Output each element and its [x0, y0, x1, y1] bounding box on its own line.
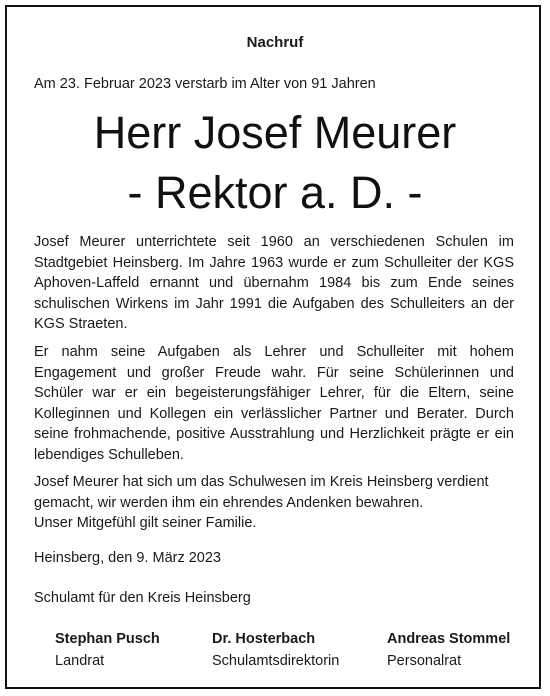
signatory-title: Personalrat	[387, 653, 462, 669]
signatory-title: Schulamtsdirektorin	[212, 653, 340, 669]
signatory-title: Landrat	[55, 653, 105, 669]
paragraph-closing-text: Josef Meurer hat sich um das Schulwesen im Kreis Heinsberg verdient gemacht, wir werden ihm ein ehrendes Andenken bewahren.	[34, 474, 489, 511]
deceased-title: - Rektor a. D. -	[127, 167, 423, 218]
place-date: Heinsberg, den 9. März 2023	[34, 550, 221, 566]
paragraph-closing	[34, 472, 514, 534]
paragraph-career: Josef Meurer unterrichtete seit 1960 an verschiedenen Schulen im Stadtgebiet Heinsberg. Im Jahre 1963 wurde er zum Schulleiter der KGS Aphoven-Laffeld ernannt und übernahm 1984 bis zum Ende seines schulischen Wirkens im Jahr 1991 die Aufgaben des Schulleiters an der KGS Straeten.	[34, 234, 514, 333]
signatory	[55, 628, 160, 672]
intro-line: Am 23. Februar 2023 verstarb im Alter von 91 Jahren	[34, 76, 376, 92]
issuing-office: Schulamt für den Kreis Heinsberg	[34, 590, 251, 606]
signatory	[212, 628, 339, 672]
obituary-heading: Nachruf	[246, 34, 304, 51]
paragraph-condolence: Unser Mitgefühl gilt seiner Familie.	[34, 515, 257, 532]
signatory-name: Stephan Pusch	[55, 631, 160, 647]
paragraph-tribute: Er nahm seine Aufgaben als Lehrer und Schulleiter mit hohem Engagement und großer Freude wahr. Für seine Schülerinnen und Schüler war er ein begeisterungsfähiger Lehrer, für die Eltern, seine Kolleginnen und Kollegen ein verlässlicher Partner und Berater. Durch seine frohmachende, positive Ausstrahlung und Herzlichkeit prägte er ein lebendiges Schulleben.	[34, 344, 514, 463]
signatory	[387, 628, 510, 672]
signatory-name: Andreas Stommel	[387, 631, 511, 647]
deceased-name: Herr Josef Meurer	[93, 107, 457, 158]
signatory-name: Dr. Hosterbach	[212, 631, 316, 647]
